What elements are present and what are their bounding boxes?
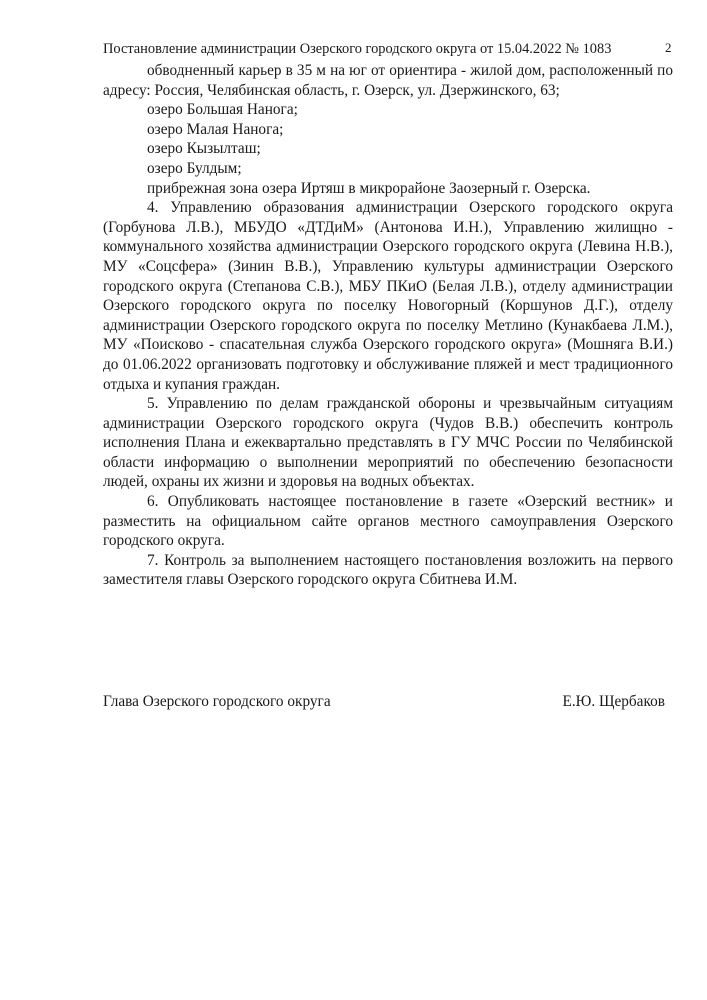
signatory-name: Е.Ю. Щербаков <box>562 693 665 710</box>
paragraph-item-6: 6. Опубликовать настоящее постановление в газете «Озерский вестник» и разместить на официальном сайте органов местного самоуправления Озерского городского округа. <box>103 493 673 550</box>
paragraph-item-4: 4. Управлению образования администрации Озерского городского округа (Горбунова Л.В.), МБУДО «ДТДиМ» (Антонова И.Н.), Управлению жилищно - коммунального хозяйства администрации Озерского городского округа (Левина Н.В.), МУ «Соцсфера» (Зинин В.В.), Управлению культуры администрации Озерского городского округа (Степанова С.В.), МБУ ПКиО (Белая Л.В.), отделу администрации Озерского городского округа по поселку Новогорный (Коршунов Д.Г.), отделу администрации Озерского городского округа по поселку Метлино (Кунакбаева Л.М.), МУ «Поисково - спасательная служба Озерского городского округа» (Мошняга В.И.) до 01.06.2022 организовать подготовку и обслуживание пляжей и мест традиционного отдыха и купания граждан. <box>103 199 673 393</box>
signatory-position: Глава Озерского городского округа <box>103 693 331 710</box>
paragraph-item-7: 7. Контроль за выполнением настоящего постановления возложить на первого заместителя главы Озерского городского округа Сбитнева И.М. <box>103 551 673 589</box>
list-item-shore-zone: прибрежная зона озера Иртяш в микрорайоне Заозерный г. Озерска. <box>147 179 591 197</box>
document-body <box>103 61 673 590</box>
page-number: 2 <box>665 40 672 55</box>
list-item-lake: озеро Булдым; <box>147 159 242 177</box>
list-item-lake: озеро Кызылташ; <box>147 140 261 158</box>
paragraph-quarry-location: обводненный карьер в 35 м на юг от ориентира - жилой дом, расположенный по адресу: Россия, Челябинская область, г. Озерск, ул. Дзержинского, 63; <box>103 62 673 99</box>
document-header: Постановление администрации Озерского городского округа от 15.04.2022 № 1083 <box>103 41 612 57</box>
list-item-lake: озеро Большая Нанога; <box>147 101 298 119</box>
paragraph-item-5: 5. Управлению по делам гражданской обороны и чрезвычайным ситуациям администрации Озерского городского округа (Чудов В.В.) обеспечить контроль исполнения Плана и ежеквартально представлять в ГУ МЧС России по Челябинской области информацию о выполнении мероприятий по обеспечению безопасности людей, охраны их жизни и здоровья на водных объектах. <box>103 395 673 491</box>
list-item-lake: озеро Малая Нанога; <box>147 120 284 138</box>
